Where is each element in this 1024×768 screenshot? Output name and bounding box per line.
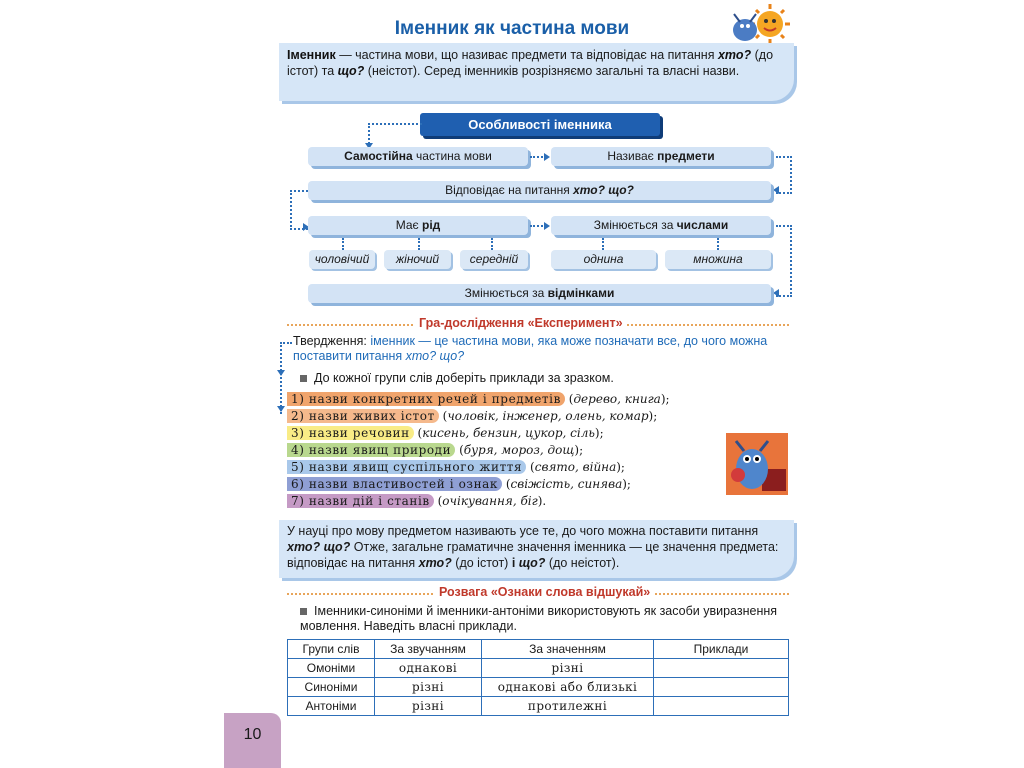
connector (602, 238, 604, 250)
feature-independent-rest: частина мови (412, 149, 492, 163)
connector (342, 238, 344, 250)
feature-names-objects (551, 147, 771, 166)
connector (418, 238, 420, 250)
item-label: 4) назви явищ природи (287, 443, 455, 457)
feature-gender-prefix: Має (395, 218, 422, 232)
arrow-left-icon (773, 289, 779, 297)
table-cell: однакові або близькі (482, 678, 654, 697)
page-title: Іменник як частина мови (394, 18, 630, 39)
list-item: 4) назви явищ природи (буря, мороз, дощ); (287, 442, 583, 458)
statement-text: іменник — це частина мови, яка може позначати все, до чого можна поставити питання (293, 334, 768, 363)
table-cell-examples[interactable] (654, 659, 789, 678)
table-cell: Синоніми (288, 678, 375, 697)
item-label: 1) назви конкретних речей і предметів (287, 392, 565, 406)
item-label: 2) назви живих істот (287, 409, 439, 423)
science-text: (до істот) (451, 556, 512, 570)
feature-number (551, 216, 771, 235)
table-cell: різні (482, 659, 654, 678)
features-header: Особливості іменника (420, 113, 660, 136)
science-text: (до неістот). (545, 556, 620, 570)
feature-names-prefix: Називає (607, 149, 658, 163)
definition-box (279, 43, 794, 101)
item-example: кисень, бензин, цукор, сіль (422, 426, 595, 440)
feature-number-prefix: Змінюється за (593, 218, 677, 232)
science-text: У науці про мову предметом називають усе те, до чого можна поставити питання (287, 524, 759, 538)
feature-gender-bold: рід (421, 218, 441, 232)
table-row (288, 697, 789, 716)
bullet-icon (300, 608, 307, 615)
definition-term: Іменник (287, 48, 336, 62)
item-example: свято, війна (534, 460, 617, 474)
arrow-down-icon (277, 406, 285, 412)
feature-gender (308, 216, 528, 235)
definition-text: (неістот). Серед іменників розрізняємо загальні та власні назви. (364, 64, 740, 78)
game-statement (293, 334, 793, 364)
science-question: що? (515, 556, 546, 570)
game-title: Гра-дослідження «Експеримент» (415, 316, 627, 330)
connector (368, 123, 422, 147)
fun-title: Розвага «Ознаки слова відшукай» (435, 585, 654, 599)
item-label: 7) назви дій і станів (287, 494, 434, 508)
page-number: 10 (224, 713, 281, 768)
list-item: 3) назви речовин (кисень, бензин, цукор, сіль); (287, 425, 604, 441)
item-label: 6) назви властивостей і ознак (287, 477, 502, 491)
table-header: За значенням (482, 640, 654, 659)
science-and: і (511, 556, 516, 570)
question-who: хто? (717, 48, 752, 62)
bullet-icon (300, 375, 307, 382)
arrow-right-icon (544, 153, 550, 161)
table-cell: Омоніми (288, 659, 375, 678)
game-task-text: До кожної групи слів доберіть приклади за зразком. (314, 371, 614, 385)
definition-text: — частина мови, що називає предмети та відповідає на питання (335, 48, 718, 62)
statement-label: Твердження: (293, 334, 371, 348)
table-header: Групи слів (288, 640, 375, 659)
table-cell: однакові (375, 659, 482, 678)
item-example: дерево, книга (573, 392, 661, 406)
science-text: Отже, загальне граматичне значення іменника — це значення предмета: відповідає на питання (287, 540, 779, 570)
table-row (288, 678, 789, 697)
table-header: Приклади (654, 640, 789, 659)
connector (491, 238, 493, 250)
fun-task (300, 604, 790, 634)
feature-cases-bold: відмінками (547, 286, 615, 300)
gender-feminine: жіночий (384, 250, 451, 269)
feature-independent-bold: Самостійна (344, 149, 413, 163)
table-row (288, 659, 789, 678)
table-cell: протилежні (482, 697, 654, 716)
table-header: За звучанням (375, 640, 482, 659)
list-item: 1) назви конкретних речей і предметів (дерево, книга); (287, 391, 670, 407)
number-singular: однина (551, 250, 656, 269)
game-task (300, 371, 614, 385)
list-item: 6) назви властивостей і ознак (свіжість, синява); (287, 476, 631, 492)
mascot-picture-icon (726, 433, 788, 495)
item-example: чоловік, інженер, олень, комар (447, 409, 649, 423)
feature-number-bold: числами (676, 218, 729, 232)
table-cell-examples[interactable] (654, 678, 789, 697)
word-groups-table (287, 639, 789, 716)
list-item: 5) назви явищ суспільного життя (свято, війна); (287, 459, 625, 475)
list-item: 2) назви живих істот (чоловік, інженер, олень, комар); (287, 408, 657, 424)
fun-task-text: Іменники-синоніми й іменники-антоніми використовують як засоби увиразнення мовлення. Наведіть власні приклади. (300, 604, 778, 633)
table-header-row (288, 640, 789, 659)
table-cell: різні (375, 678, 482, 697)
science-question: хто? (418, 556, 452, 570)
statement-question: хто? що? (405, 349, 465, 363)
item-example: очікування, біг (442, 494, 538, 508)
feature-names-bold: предмети (657, 149, 715, 163)
item-example: буря, мороз, дощ (463, 443, 575, 457)
feature-answers-question (308, 181, 771, 200)
feature-cases (308, 284, 771, 303)
table-cell-examples[interactable] (654, 697, 789, 716)
definition-text: (до істот) та (287, 48, 774, 78)
list-item: 7) назви дій і станів (очікування, біг). (287, 493, 546, 509)
arrow-down-icon (277, 370, 285, 376)
connector (776, 225, 792, 297)
gender-neuter: середній (460, 250, 528, 269)
table-cell: різні (375, 697, 482, 716)
arrow-right-icon (544, 222, 550, 230)
table-cell: Антоніми (288, 697, 375, 716)
sun-mascot-icon (728, 2, 792, 46)
number-plural: множина (665, 250, 771, 269)
item-label: 3) назви речовин (287, 426, 414, 440)
arrow-left-icon (773, 186, 779, 194)
feature-independent (308, 147, 528, 166)
connector (717, 238, 719, 250)
science-question: хто? що? (287, 540, 351, 554)
science-box (279, 520, 794, 578)
question-what: що? (337, 64, 365, 78)
item-label: 5) назви явищ суспільного життя (287, 460, 526, 474)
item-example: свіжість, синява (510, 477, 623, 491)
feature-answers-q: хто? що? (573, 183, 634, 197)
feature-answers-prefix: Відповідає на питання (445, 183, 574, 197)
feature-cases-prefix: Змінюється за (464, 286, 548, 300)
gender-masculine: чоловічий (309, 250, 375, 269)
